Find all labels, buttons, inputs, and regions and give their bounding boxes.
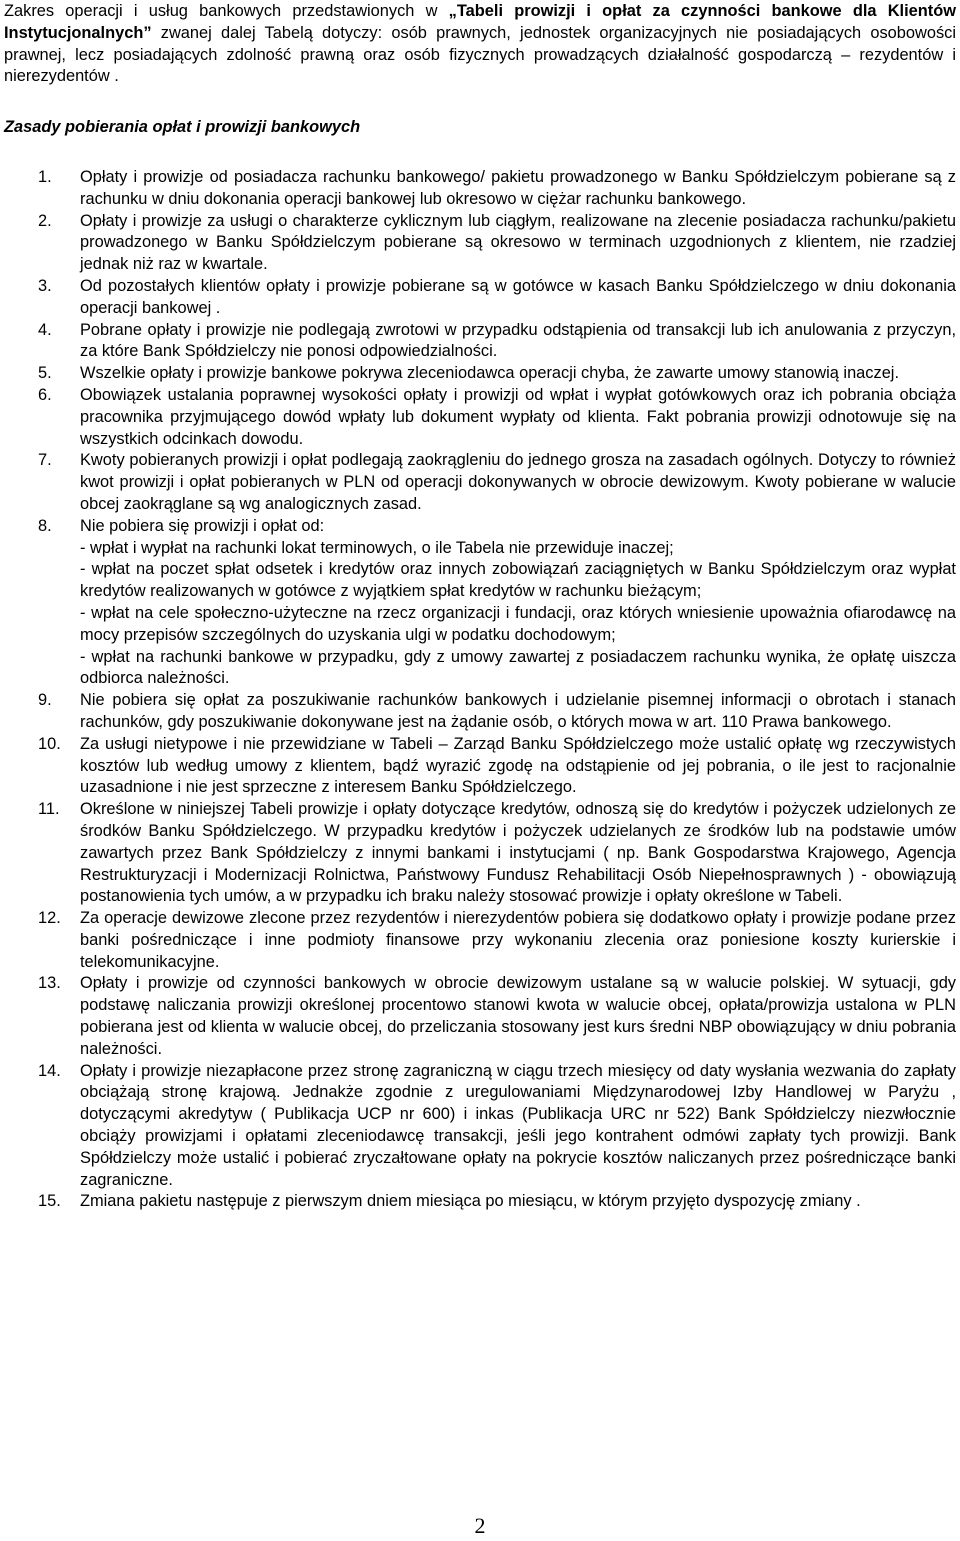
rule-item — [0, 211, 956, 276]
rule-number: 1. — [38, 168, 52, 186]
intro-table-title: „Tabeli prowizji i opłat za czynności bankowe dla Klientów Instytucjonalnych” — [4, 2, 956, 42]
rule-number: 2. — [38, 211, 52, 230]
rule-number: 6. — [38, 385, 52, 404]
rule-subitem: - wpłat na rachunki bankowe w przypadku, gdy z umowy zawartej z posiadaczem rachunku wynika, że opłatę uiszcza odbiorca należności. — [80, 647, 956, 688]
rule-text: Opłaty i prowizje za usługi o charakterze cyklicznym lub ciągłym, realizowane na zlecenie posiadacza rachunku/pakietu prowadzonego w Banku Spółdzielczym pobierane są okresowo w terminach uzgodnionych z klientem, nie rzadziej jednak niż raz w kwartale. — [80, 211, 956, 274]
rule-number: 10. — [38, 734, 61, 753]
intro-text-start: Zakres operacji i usług bankowych przedstawionych w — [4, 2, 449, 20]
rule-item — [0, 799, 956, 908]
rule-item — [0, 363, 956, 385]
rule-number: 7. — [38, 451, 52, 470]
rule-subitem: - wpłat na poczet spłat odsetek i kredytów oraz innych zobowiązań zaciągniętych w Banku Spółdzielczym oraz wypłat kredytów realizowanych w gotówce z wyjątkiem spłat kredytów w rachunku bieżącym; — [80, 560, 956, 601]
intro-paragraph — [4, 1, 956, 88]
rule-text: Opłaty i prowizje niezapłacone przez stronę zagraniczną w ciągu trzech miesięcy od daty wysłania wezwania do zapłaty obciążają stronę krajową. Jednakże zgodnie z uregulowaniami Międzynarodowej Izby Handlowej w Paryżu , dotyczącymi akredytyw ( Publikacja UCP nr 600) i inkas (Publikacja URC nr 522) Bank Spółdzielczy niezwłocznie obciąży prowizjami i opłatami zleceniodawcę transakcji, jeśli jego kontrahent odmówi zapłaty tych prowizji. Bank Spółdzielczy może ustalić i pobierać zryczałtowane opłaty na pokrycie kosztów naliczanych przez pośredniczące banki zagraniczne. — [80, 1061, 956, 1189]
rule-text: Wszelkie opłaty i prowizje bankowe pokrywa zleceniodawca operacji chyba, że zawarte umowy stanowią inaczej. — [80, 364, 900, 383]
rule-text: Określone w niniejszej Tabeli prowizje i opłaty dotyczące kredytów, odnoszą się do kredytów i pożyczek udzielonych ze środków Banku Spółdzielczego. W przypadku kredytów i pożyczek udzielanych ze środków lub na podstawie umów zawartych przez Bank Spółdzielczy z innymi bankami i instytucjami ( np. Bank Gospodarstwa Krajowego, Agencja Restrukturyzacji i Modernizacji Rolnictwa, Państwowy Fundusz Rehabilitacji Osób Niepełnosprawnych ) - obowiązują postanowienia tych umów, a w przypadku ich braku należy stosować prowizje i opłaty określone w Tabeli. — [80, 800, 956, 906]
rule-number: 15. — [38, 1192, 61, 1211]
rule-text: Obowiązek ustalania poprawnej wysokości opłaty i prowizji od wpłat i wypłat gotówkowych oraz ich pobrania obciąża pracownika przyjmującego dowód wpłaty lub dokument wypłaty od klienta. Fakt pobrania prowizji odnotowuje się na wszystkich odcinkach dowodu. — [80, 385, 956, 448]
section-heading: Zasady pobierania opłat i prowizji bankowych — [4, 118, 361, 136]
rule-number: 5. — [38, 364, 52, 383]
rule-number: 3. — [38, 276, 52, 295]
rule-text: Nie pobiera się opłat za poszukiwanie rachunków bankowych i udzielanie pisemnej informacji o obrotach i stanach rachunków, gdy poszukiwanie dokonywane jest na żądanie osób, o których mowa w art. 110 Prawa bankowego. — [80, 691, 956, 731]
rule-item — [0, 276, 956, 320]
rule-number: 9. — [38, 691, 52, 710]
rule-item — [0, 1061, 956, 1192]
rule-text: Za operacje dewizowe zlecone przez rezydentów i nierezydentów pobiera się dodatkowo opłaty i prowizje podane przez banki pośredniczące i inne podmioty finansowe przy wykonaniu zlecenia oraz poniesione koszty kurierskie i telekomunikacyjne. — [80, 909, 956, 971]
rule-item — [0, 320, 956, 364]
rule-number: 11. — [38, 800, 60, 819]
rule-text: Pobrane opłaty i prowizje nie podlegają zwrotowi w przypadku odstąpienia od transakcji lub ich anulowania z przyczyn, za które Bank Spółdzielczy nie ponosi odpowiedzialności. — [80, 320, 956, 361]
rule-text: Zmiana pakietu następuje z pierwszym dniem miesiąca po miesiącu, w którym przyjęto dyspozycję zmiany . — [80, 1192, 861, 1211]
rule-item — [0, 1191, 956, 1213]
rule-item — [0, 450, 956, 515]
rule-text: Za usługi nietypowe i nie przewidziane w Tabeli – Zarząd Banku Spółdzielczego może ustalić opłatę wg rzeczywistych kosztów lub według umowy z klientem, bądź wyrazić zgodę na odstąpienie od jej pobrania, o ile jest to racjonalnie uzasadnione i nie jest sprzeczne z interesem Banku Spółdzielczego. — [80, 734, 956, 797]
rule-text: Od pozostałych klientów opłaty i prowizje pobierane są w gotówce w kasach Banku Spółdzielczego w dniu dokonania operacji bankowej . — [80, 276, 956, 317]
rule-text: Opłaty i prowizje od czynności bankowych w obrocie dewizowym ustalane są w walucie polskiej. W sytuacji, gdy podstawę naliczania prowizji określonej procentowo stanowi kwota w walucie obcej, opłata/prowizja ustalona w PLN pobierana jest od klienta w walucie obcej, do przeliczania stosowany jest kurs średni NBP obowiązujący w dniu pobrania należności. — [80, 974, 956, 1058]
page-number: 2 — [474, 1513, 486, 1538]
rule-item — [0, 690, 956, 734]
rule-subitem: - wpłat na cele społeczno-użyteczne na rzecz organizacji i fundacji, oraz których wniesienie upoważnia ofiarodawcę na mocy przepisów szczególnych do uzyskania ulgi w podatku dochodowym; — [80, 603, 956, 644]
rule-item — [0, 973, 956, 1060]
rule-text: Kwoty pobieranych prowizji i opłat podlegają zaokrągleniu do jednego grosza na zasadach ogólnych. Dotyczy to również kwot prowizji i opłat pobieranych w PLN od operacji dokonywanych w obrocie dewizowym. Kwoty pobierane w walucie obcej zaokrąglane są wg analogicznych zasad. — [80, 451, 956, 513]
rule-item — [0, 734, 956, 799]
rule-subitem: - wpłat i wypłat na rachunki lokat terminowych, o ile Tabela nie przewiduje inaczej; — [80, 538, 674, 557]
rule-number: 14. — [38, 1061, 61, 1080]
intro-text-end: zwanej dalej Tabelą dotyczy: osób prawnych, jednostek organizacyjnych nie posiadających osobowości prawnej, lecz posiadających zdolność prawną oraz osób fizycznych prowadzących działalność gospodarczą – rezydentów i nierezydentów . — [4, 23, 956, 86]
rule-item — [0, 908, 956, 973]
rule-number: 12. — [38, 909, 61, 928]
rule-number: 4. — [38, 320, 52, 339]
rule-text: Opłaty i prowizje od posiadacza rachunku bankowego/ pakietu prowadzonego w Banku Spółdzielczym pobierane są z rachunku w dniu dokonania operacji bankowej lub okresowo w ciężar rachunku bankowego. — [80, 168, 956, 208]
rule-item — [0, 385, 956, 450]
rule-item — [0, 167, 956, 211]
rule-item — [0, 516, 956, 690]
rules-list — [0, 167, 956, 1213]
rule-number: 8. — [38, 516, 52, 535]
rule-text: Nie pobiera się prowizji i opłat od: — [80, 516, 325, 535]
rule-number: 13. — [38, 974, 61, 993]
